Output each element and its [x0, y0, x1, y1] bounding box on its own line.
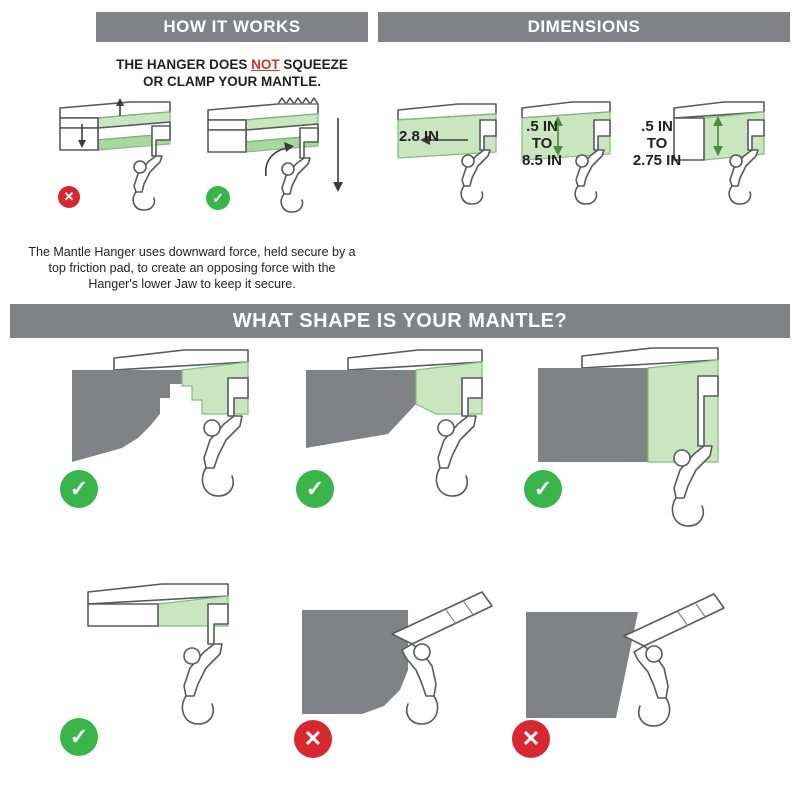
badge-correct-method: ✓: [206, 186, 230, 210]
badge-incorrect-method: ✕: [58, 186, 80, 208]
badge-shape-angled-underside: ✓: [296, 470, 334, 508]
dimension-label-depth: 2.8 IN: [398, 128, 440, 145]
dimension-label-thickness: .5 IN TO 8.5 IN: [521, 118, 563, 169]
title-part-2: SQUEEZE: [279, 57, 348, 72]
figure-shape-square-deep: [520, 340, 750, 540]
dimension-label-lip: .5 IN TO 2.75 IN: [632, 118, 682, 169]
figure-shape-tapered-wedge: [520, 590, 750, 770]
badge-shape-square-deep: ✓: [524, 470, 562, 508]
section-header-mantle-shape: WHAT SHAPE IS YOUR MANTLE?: [10, 304, 790, 338]
how-it-works-title: [72, 56, 392, 90]
title-part-1: THE HANGER DOES: [116, 57, 252, 72]
figure-shape-thin-square: [70, 578, 270, 763]
badge-shape-curved-bullnose: ✕: [294, 720, 332, 758]
figure-dimension-depth: [392, 96, 512, 221]
badge-shape-thin-square: ✓: [60, 718, 98, 756]
title-line-2: OR CLAMP YOUR MANTLE.: [142, 74, 321, 89]
how-it-works-caption: The Mantle Hanger uses downward force, held secure by a top friction pad, to create an opposing force with the Hanger's lower Jaw to keep it secure.: [28, 245, 356, 291]
section-header-dimensions: DIMENSIONS: [378, 12, 790, 42]
section-header-how-it-works: HOW IT WORKS: [96, 12, 368, 42]
title-emphasis-not: NOT: [251, 57, 280, 72]
badge-shape-stepped-profile: ✓: [60, 470, 98, 508]
badge-shape-tapered-wedge: ✕: [512, 720, 550, 758]
